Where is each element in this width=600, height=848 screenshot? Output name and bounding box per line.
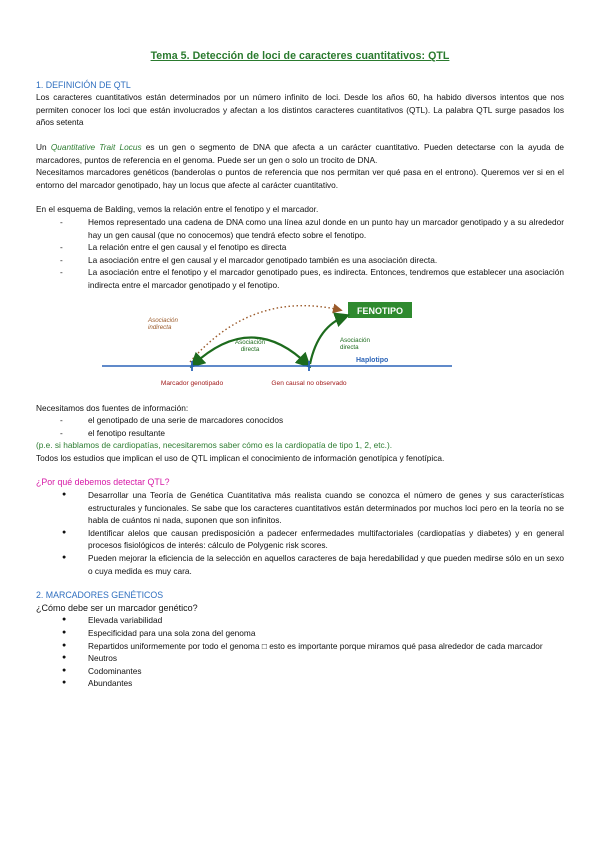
balding-diagram — [102, 302, 452, 390]
bullet-marker: ● — [62, 629, 67, 636]
bullet-marker: ● — [62, 679, 67, 687]
list-item: ● Elevada variabilidad — [62, 615, 163, 626]
document-title: Tema 5. Detección de loci de caracteres cuantitativos: QTL — [150, 50, 450, 62]
direct-label-2-line2: directa — [340, 343, 359, 351]
list-item: ● Desarrollar una Teoría de Genética Cuantitativa más realista cuando se conozca el número de genes y sus características estructurales y funcionales. Se sabe que los caracteres cuantitativos están determinados por muchos loci pero en la teoría no se habla de cuántos ni nada, suponen que son infinitos. — [62, 490, 564, 526]
markers-list — [36, 614, 564, 690]
section-1-heading: 1. DEFINICIÓN DE QTL — [36, 79, 131, 90]
list-item: ● Neutros — [62, 653, 118, 664]
paragraph-example: (p.e. si hablamos de cardiopatías, necesitaremos saber cómo es la cardiopatía de tipo 1, 2, etc.). — [36, 440, 393, 451]
dash-marker: - — [60, 267, 63, 278]
list-item: ● Especificidad para una sola zona del genoma — [62, 628, 256, 638]
list-item: ● Identificar alelos que causan predisposición a padecer enfermedades multifactoriales (cardiopatías y diabetes) y en general procesos fisiológicos de interés: cálculo de Polygenic risk scores. — [62, 527, 564, 551]
fenotipo-label: FENOTIPO — [356, 305, 404, 316]
dash-marker: - — [60, 242, 63, 253]
text-un: Un — [36, 141, 51, 152]
list-item: ● Abundantes — [62, 678, 133, 689]
direct-label-2-line1: Asociación — [340, 336, 370, 344]
direct-label-1-line1: Asociación — [235, 338, 265, 346]
list-item: - el genotipado de una serie de marcadores conocidos — [60, 415, 284, 426]
dash-marker: - — [60, 216, 63, 227]
bullet-marker: ● — [62, 654, 67, 662]
indirect-label-line2: indirecta — [148, 323, 172, 331]
balding-list — [36, 216, 564, 292]
list-item: - La asociación entre el fenotipo y el marcador genotipado pues, es indirecta. Entonces, tendremos que establecer una asociación indirecta entre el marcador genotipado y el fenotipo. — [60, 267, 564, 290]
marker-label: Marcador genotipado — [160, 379, 224, 387]
dash-marker: - — [60, 427, 63, 438]
bullet-marker: ● — [62, 641, 67, 649]
section-2-heading: 2. MARCADORES GENÉTICOS — [36, 590, 164, 601]
list-item: ● Repartidos uniformemente por todo el genoma □ esto es importante porque miramos qué pasa alrededor de cada marcador — [62, 640, 543, 651]
bullet-marker: ● — [62, 554, 67, 562]
document-page — [36, 50, 564, 690]
list-item: - La asociación entre el gen causal y el marcador genotipado también es una asociación directa. — [60, 254, 438, 265]
paragraph-sources: Necesitamos dos fuentes de información: — [36, 402, 189, 413]
paragraph-qtl-definition — [36, 141, 564, 166]
dash-marker: - — [60, 415, 63, 426]
why-list — [36, 489, 564, 577]
bullet-marker: ● — [62, 616, 67, 624]
paragraph-markers: Necesitamos marcadores genéticos (banderolas o puntos de referencia que nos permitan ver qué pasa en el entrono). Queremos ver si en el entorno del marcador genotipado, hay un locus que afecte al carácter cuantitativo. — [36, 167, 564, 190]
list-item: - el fenotipo resultante — [60, 427, 166, 438]
paragraph-intro: Los caracteres cuantitativos están determinados por un número infinito de loci. Desde los años 60, ha habido diversos intentos que nos permiten conocer los loci que están involucrados y afectan a los distintos caracteres cuantitativos (QTL). La palabra QTL surge pasados los años setenta — [36, 92, 564, 128]
term-quantitative-trait-locus: Quantitative Trait Locus — [50, 141, 142, 152]
list-item: ● Codominantes — [62, 665, 142, 676]
bullet-marker: ● — [62, 666, 67, 674]
bullet-marker: ● — [62, 491, 67, 499]
haplotipo-label: Haplotipo — [356, 356, 389, 364]
paragraph-balding: En el esquema de Balding, vemos la relación entre el fenotipo y el marcador. — [36, 204, 319, 215]
markers-question: ¿Cómo debe ser un marcador genético? — [36, 602, 198, 613]
bullet-marker: ● — [62, 528, 67, 536]
list-item: ● Pueden mejorar la eficiencia de la selección en aquellos caracteres de baja heredabilidad y que pueden medirse sólo en un sexo o cuya medida es muy cara. — [62, 553, 564, 576]
indirect-label-line1: Asociación — [148, 316, 178, 324]
indirect-association-arrow — [190, 305, 340, 361]
why-heading: ¿Por qué debemos detectar QTL? — [36, 477, 170, 488]
gene-label: Gen causal no observado — [271, 379, 347, 387]
list-item: - La relación entre el gen causal y el fenotipo es directa — [60, 242, 287, 253]
paragraph-studies: Todos los estudios que implican el uso de QTL implican el conocimiento de información genotípica y fenotípica. — [36, 452, 445, 463]
direct-label-1-line2: directa — [240, 345, 260, 353]
list-item: - Hemos representado una cadena de DNA como una línea azul donde en un punto hay un marcador genotipado y a su alrededor hay un gen causal (que no conocemos) que tendrá efecto sobre el fenotipo. — [60, 216, 564, 240]
text-definition: es un gen o segmento de DNA que afecta a un carácter cuantitativo. Pueden detectarse con la ayuda de marcadores, puntos de referencia en el genoma. Puede ser un gen o solo un trocito de DNA. — [36, 141, 564, 165]
dash-marker: - — [60, 254, 63, 265]
sources-list — [36, 414, 564, 439]
